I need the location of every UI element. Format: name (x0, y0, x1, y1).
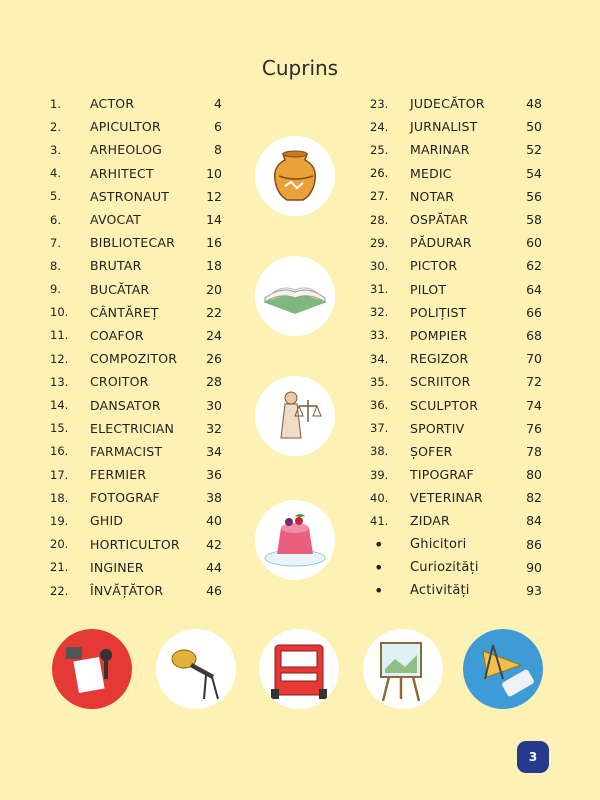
toc-entry-number: 28. (370, 212, 389, 227)
open-book-icon (255, 256, 335, 336)
toc-entry-number: 40. (370, 490, 389, 505)
toc-entry (370, 509, 542, 532)
drafting-tools-icon (463, 629, 543, 709)
toc-entry (50, 370, 222, 393)
toc-entry-page: 52 (526, 142, 542, 158)
toc-entry (370, 533, 542, 556)
toc-entry-page: 46 (206, 583, 222, 599)
toc-entry-title: CÂNTĂREȚ (90, 304, 159, 320)
toc-entry-number: • (374, 581, 384, 601)
toc-entry (370, 138, 542, 161)
microphone-icon (156, 629, 236, 709)
toc-entry (370, 301, 542, 324)
toc-entry-page: 6 (214, 119, 222, 135)
toc-entry (50, 463, 222, 486)
toc-entry (50, 138, 222, 161)
toc-entry-title: PICTOR (410, 258, 458, 274)
toc-entry-title: COAFOR (90, 327, 144, 343)
toc-entry-number: 24. (370, 119, 389, 134)
toc-entry-number: 8. (50, 258, 61, 273)
toc-entry (50, 417, 222, 440)
toc-entry-number: 2. (50, 119, 61, 134)
toc-entry-number: 26. (370, 166, 389, 181)
toc-entry (370, 278, 542, 301)
toc-entry-page: 34 (206, 443, 222, 459)
toc-entry-number: 38. (370, 444, 389, 459)
toc-entry-number: 10. (50, 305, 69, 320)
toc-entry-page: 28 (206, 374, 222, 390)
toc-entry-page: 64 (526, 281, 542, 297)
toc-entry (370, 115, 542, 138)
toc-entry (50, 393, 222, 416)
toc-entry-page: 80 (526, 467, 542, 483)
toc-entry (370, 417, 542, 440)
toc-entry-title: SCRIITOR (410, 374, 471, 390)
toc-entry (50, 278, 222, 301)
toc-entry-number: 29. (370, 235, 389, 250)
toc-entry-title: FARMACIST (90, 443, 163, 459)
toc-entry-title: MEDIC (410, 165, 452, 181)
toc-entry-page: 74 (526, 397, 542, 413)
toc-entry-number: 33. (370, 328, 389, 343)
toc-entry-number: 31. (370, 282, 389, 297)
toc-entry-number: 17. (50, 467, 69, 482)
toc-entry-number: 37. (370, 421, 389, 436)
toc-entry-page: 66 (526, 304, 542, 320)
toc-entry-page: 14 (206, 212, 222, 228)
toc-entry (50, 231, 222, 254)
toc-entry-page: 8 (214, 142, 222, 158)
toc-entry (50, 115, 222, 138)
toc-entry-page: 78 (526, 443, 542, 459)
toc-entry-title: APICULTOR (90, 119, 161, 135)
toc-entry (50, 301, 222, 324)
toc-entry-number: • (374, 534, 384, 554)
toc-entry-number: 6. (50, 212, 61, 227)
toc-entry (50, 347, 222, 370)
toc-entry-title: AVOCAT (90, 212, 142, 228)
toc-entry-number: 21. (50, 560, 69, 575)
page-title: Cuprins (261, 56, 339, 80)
toc-entry (370, 440, 542, 463)
toc-entry-number: 7. (50, 235, 61, 250)
toc-entry (370, 92, 542, 115)
toc-entry (50, 208, 222, 231)
toc-entry-page: 48 (526, 96, 542, 112)
toc-entry-page: 4 (214, 96, 222, 112)
toc-entry-page: 84 (526, 513, 542, 529)
toc-entry-page: 12 (206, 188, 222, 204)
toc-entry-title: FOTOGRAF (90, 490, 160, 506)
toc-entry (50, 162, 222, 185)
toc-entry-number: 12. (50, 351, 69, 366)
toc-entry-title: BIBLIOTECAR (90, 235, 176, 251)
toc-entry (50, 556, 222, 579)
toc-entry-number: 39. (370, 467, 389, 482)
toc-entry-page: 70 (526, 351, 542, 367)
amphora-icon (255, 136, 335, 216)
toc-entry-title: BUCĂTAR (90, 281, 150, 297)
toc-entry (50, 92, 222, 115)
toc-entry-title: GHID (90, 513, 124, 529)
toc-entry-title: Activități (410, 583, 470, 599)
toc-entry (50, 440, 222, 463)
toc-entry-page: 18 (206, 258, 222, 274)
fire-truck-icon (259, 629, 339, 709)
toc-entry-page: 40 (206, 513, 222, 529)
toc-entry-title: ZIDAR (410, 513, 450, 529)
toc-entry-page: 30 (206, 397, 222, 413)
toc-entry-number: 14. (50, 398, 69, 413)
toc-entry-page: 62 (526, 258, 542, 274)
toc-entry (370, 324, 542, 347)
toc-entry-number: 16. (50, 444, 69, 459)
toc-entry-title: VETERINAR (410, 490, 483, 506)
toc-entry-page: 86 (526, 536, 542, 552)
toc-entry-number: 9. (50, 282, 61, 297)
toc-entry-number: 23. (370, 96, 389, 111)
toc-entry-title: ȘOFER (410, 443, 453, 459)
toc-entry-page: 60 (526, 235, 542, 251)
toc-left-column (50, 92, 222, 602)
toc-entry-title: ACTOR (90, 96, 135, 112)
toc-entry-title: PĂDURAR (410, 235, 472, 251)
toc-entry-number: 22. (50, 583, 69, 598)
toc-entry-page: 32 (206, 420, 222, 436)
easel-icon (363, 629, 443, 709)
toc-entry (370, 370, 542, 393)
toc-entry-page: 24 (206, 327, 222, 343)
toc-entry (370, 231, 542, 254)
toc-entry (50, 486, 222, 509)
toc-entry (370, 486, 542, 509)
toc-entry-number: 34. (370, 351, 389, 366)
toc-entry-title: SPORTIV (410, 420, 465, 436)
toc-entry (50, 579, 222, 602)
toc-entry-page: 54 (526, 165, 542, 181)
toc-entry (370, 254, 542, 277)
toc-entry-page: 36 (206, 467, 222, 483)
toc-entry-number: 5. (50, 189, 61, 204)
toc-entry (50, 254, 222, 277)
toc-entry-title: Curiozități (410, 559, 479, 575)
toc-entry-page: 16 (206, 235, 222, 251)
toc-entry-title: TIPOGRAF (410, 467, 474, 483)
toc-entry-title: DANSATOR (90, 397, 161, 413)
toc-entry-title: FERMIER (90, 467, 147, 483)
dessert-icon (255, 500, 335, 580)
toc-entry-page: 76 (526, 420, 542, 436)
toc-entry-title: COMPOZITOR (90, 351, 178, 367)
toc-entry-number: 27. (370, 189, 389, 204)
toc-entry (370, 393, 542, 416)
toc-entry (50, 185, 222, 208)
toc-entry-title: SCULPTOR (410, 397, 479, 413)
toc-entry-page: 93 (526, 583, 542, 599)
toc-entry-title: ARHEOLOG (90, 142, 163, 158)
reporter-icon (52, 629, 132, 709)
toc-entry-title: ASTRONAUT (90, 188, 170, 204)
toc-entry-title: JURNALIST (410, 119, 478, 135)
toc-entry-page: 72 (526, 374, 542, 390)
toc-entry-page: 20 (206, 281, 222, 297)
toc-entry-number: 4. (50, 166, 61, 181)
toc-entry-title: PILOT (410, 281, 447, 297)
toc-entry-title: JUDECĂTOR (410, 96, 485, 112)
toc-entry-number: 32. (370, 305, 389, 320)
toc-entry-title: MARINAR (410, 142, 470, 158)
toc-entry-number: 35. (370, 374, 389, 389)
toc-entry-title: POLIȚIST (410, 304, 467, 320)
toc-entry-number: 36. (370, 398, 389, 413)
toc-entry-page: 42 (206, 536, 222, 552)
toc-entry-title: POMPIER (410, 327, 468, 343)
toc-entry (370, 463, 542, 486)
toc-entry-title: OSPĂTAR (410, 212, 469, 228)
toc-entry (370, 556, 542, 579)
toc-entry-page: 90 (526, 559, 542, 575)
toc-entry (370, 185, 542, 208)
toc-entry-page: 82 (526, 490, 542, 506)
toc-entry-page: 68 (526, 327, 542, 343)
toc-entry (370, 347, 542, 370)
toc-entry-number: 30. (370, 258, 389, 273)
toc-entry-number: • (374, 557, 384, 577)
toc-entry-title: ARHITECT (90, 165, 154, 181)
toc-entry-page: 22 (206, 304, 222, 320)
toc-entry-title: ELECTRICIAN (90, 420, 175, 436)
toc-entry-title: HORTICULTOR (90, 536, 180, 552)
toc-entry (50, 533, 222, 556)
toc-entry-number: 3. (50, 142, 61, 157)
toc-entry-number: 15. (50, 421, 69, 436)
toc-entry-page: 50 (526, 119, 542, 135)
justice-statue-icon (255, 376, 335, 456)
toc-entry-number: 13. (50, 374, 69, 389)
toc-entry-title: REGIZOR (410, 351, 469, 367)
toc-entry (50, 509, 222, 532)
page-number-badge: 3 (517, 741, 549, 773)
toc-entry-number: 18. (50, 490, 69, 505)
toc-entry (370, 162, 542, 185)
toc-entry (50, 324, 222, 347)
toc-entry-number: 1. (50, 96, 61, 111)
toc-entry-number: 19. (50, 513, 69, 528)
toc-entry-page: 56 (526, 188, 542, 204)
toc-entry-page: 38 (206, 490, 222, 506)
toc-entry-number: 41. (370, 513, 389, 528)
toc-entry-page: 44 (206, 559, 222, 575)
toc-entry-page: 58 (526, 212, 542, 228)
toc-entry-title: Ghicitori (410, 536, 467, 552)
toc-entry-number: 20. (50, 537, 69, 552)
toc-entry-number: 25. (370, 142, 389, 157)
toc-entry-title: BRUTAR (90, 258, 142, 274)
toc-entry-number: 11. (50, 328, 69, 343)
toc-entry-page: 10 (206, 165, 222, 181)
toc-entry-title: CROITOR (90, 374, 149, 390)
toc-entry-title: NOTAR (410, 188, 455, 204)
toc-right-column (370, 92, 542, 602)
toc-entry-title: INGINER (90, 559, 144, 575)
toc-entry (370, 208, 542, 231)
toc-entry (370, 579, 542, 602)
toc-entry-page: 26 (206, 351, 222, 367)
toc-entry-title: ÎNVĂȚĂTOR (90, 583, 164, 599)
